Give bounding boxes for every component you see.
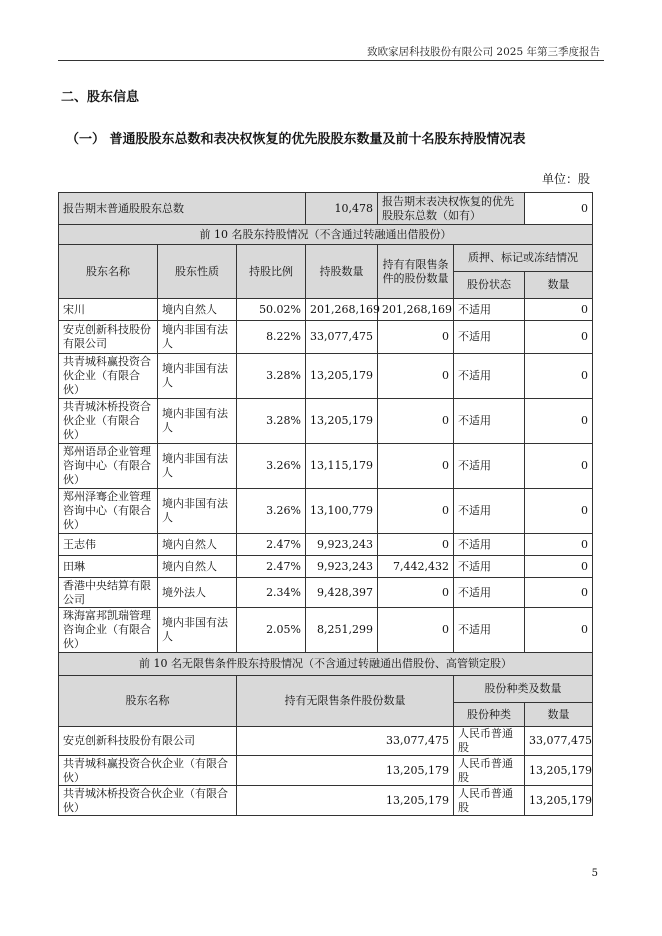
pledge-quantity: 0 bbox=[525, 354, 593, 399]
header-pledge-status: 股份状态 bbox=[454, 272, 525, 299]
pledge-status: 不适用 bbox=[454, 489, 525, 534]
table-row bbox=[59, 444, 593, 489]
shareholder-name: 郑州泽骞企业管理咨询中心（有限合伙） bbox=[59, 489, 158, 534]
restricted-quantity: 201,268,169 bbox=[378, 299, 454, 321]
shareholder-table bbox=[58, 192, 593, 816]
shareholding-ratio: 3.26% bbox=[237, 444, 306, 489]
shareholder-name: 郑州语昂企业管理咨询中心（有限合伙） bbox=[59, 444, 158, 489]
shareholding-quantity: 13,205,179 bbox=[306, 354, 378, 399]
shareholding-ratio: 2.05% bbox=[237, 608, 306, 653]
unit-label: 单位：股 bbox=[541, 172, 590, 186]
shareholder-nature: 境内自然人 bbox=[158, 534, 237, 556]
unrestricted-quantity: 13,205,179 bbox=[237, 756, 454, 786]
shareholder-nature: 境内自然人 bbox=[158, 556, 237, 578]
shareholding-ratio: 8.22% bbox=[237, 321, 306, 354]
shareholder-name: 珠海富邦凯瑞管理咨询企业（有限合伙） bbox=[59, 608, 158, 653]
shareholder-name: 安克创新科技股份有限公司 bbox=[59, 321, 158, 354]
page-number: 5 bbox=[591, 868, 598, 879]
table-row bbox=[59, 608, 593, 653]
top10-caption-row bbox=[59, 225, 593, 245]
header-pledge-group: 质押、标记或冻结情况 bbox=[454, 245, 593, 272]
pledge-status: 不适用 bbox=[454, 399, 525, 444]
restricted-quantity: 7,442,432 bbox=[378, 556, 454, 578]
summary-pref-value: 0 bbox=[525, 193, 593, 225]
unrestricted-name: 安克创新科技股份有限公司 bbox=[59, 727, 237, 756]
pledge-quantity: 0 bbox=[525, 299, 593, 321]
shareholding-quantity: 13,205,179 bbox=[306, 399, 378, 444]
shareholding-ratio: 3.28% bbox=[237, 399, 306, 444]
shareholding-ratio: 2.47% bbox=[237, 556, 306, 578]
unrestricted-header-type: 股份种类 bbox=[454, 703, 525, 727]
table-row bbox=[59, 321, 593, 354]
shareholder-nature: 境内非国有法人 bbox=[158, 608, 237, 653]
shareholder-nature: 境内非国有法人 bbox=[158, 444, 237, 489]
shareholder-nature: 境内非国有法人 bbox=[158, 399, 237, 444]
restricted-quantity: 0 bbox=[378, 578, 454, 608]
shareholder-nature: 境内非国有法人 bbox=[158, 354, 237, 399]
top10-header-row-1 bbox=[59, 245, 593, 272]
shareholder-nature: 境内自然人 bbox=[158, 299, 237, 321]
pledge-quantity: 0 bbox=[525, 608, 593, 653]
report-header: 致欧家居科技股份有限公司 2025 年第三季度报告 bbox=[367, 46, 600, 58]
unrestricted-header-name: 股东名称 bbox=[59, 676, 237, 727]
shareholding-quantity: 8,251,299 bbox=[306, 608, 378, 653]
pledge-status: 不适用 bbox=[454, 354, 525, 399]
restricted-quantity: 0 bbox=[378, 399, 454, 444]
unrestricted-quantity: 13,205,179 bbox=[237, 786, 454, 816]
unrestricted-name: 共青城科赢投资合伙企业（有限合伙） bbox=[59, 756, 237, 786]
table-row bbox=[59, 354, 593, 399]
pledge-status: 不适用 bbox=[454, 444, 525, 489]
shareholding-quantity: 9,923,243 bbox=[306, 556, 378, 578]
table-row bbox=[59, 489, 593, 534]
table-row bbox=[59, 399, 593, 444]
summary-common-value: 10,478 bbox=[306, 193, 378, 225]
restricted-quantity: 0 bbox=[378, 444, 454, 489]
shareholding-quantity: 13,100,779 bbox=[306, 489, 378, 534]
pledge-status: 不适用 bbox=[454, 321, 525, 354]
header-name: 股东名称 bbox=[59, 245, 158, 299]
pledge-quantity: 0 bbox=[525, 578, 593, 608]
unrestricted-name: 共青城沐桥投资合伙企业（有限合伙） bbox=[59, 786, 237, 816]
table-row bbox=[59, 299, 593, 321]
share-type-quantity: 33,077,475 bbox=[525, 727, 593, 756]
pledge-status: 不适用 bbox=[454, 608, 525, 653]
shareholder-name: 宋川 bbox=[59, 299, 158, 321]
shareholding-ratio: 2.47% bbox=[237, 534, 306, 556]
unrestricted-header-row-1 bbox=[59, 676, 593, 703]
unrestricted-quantity: 33,077,475 bbox=[237, 727, 454, 756]
table-row bbox=[59, 534, 593, 556]
share-type: 人民币普通股 bbox=[454, 727, 525, 756]
table-row bbox=[59, 556, 593, 578]
pledge-quantity: 0 bbox=[525, 534, 593, 556]
shareholder-nature: 境内非国有法人 bbox=[158, 489, 237, 534]
summary-common-label: 报告期末普通股股东总数 bbox=[59, 193, 306, 225]
section-title: 二、股东信息 bbox=[61, 90, 140, 105]
header-divider bbox=[58, 60, 604, 61]
pledge-quantity: 0 bbox=[525, 556, 593, 578]
shareholding-quantity: 9,923,243 bbox=[306, 534, 378, 556]
shareholder-name: 王志伟 bbox=[59, 534, 158, 556]
pledge-status: 不适用 bbox=[454, 578, 525, 608]
shareholder-name: 香港中央结算有限公司 bbox=[59, 578, 158, 608]
shareholder-name: 共青城科赢投资合伙企业（有限合伙） bbox=[59, 354, 158, 399]
pledge-quantity: 0 bbox=[525, 444, 593, 489]
table-row bbox=[59, 578, 593, 608]
header-quantity: 持股数量 bbox=[306, 245, 378, 299]
restricted-quantity: 0 bbox=[378, 489, 454, 534]
pledge-quantity: 0 bbox=[525, 489, 593, 534]
unrestricted-header-type-group: 股份种类及数量 bbox=[454, 676, 593, 703]
unrestricted-caption: 前 10 名无限售条件股东持股情况（不含通过转融通出借股份、高管锁定股） bbox=[59, 653, 593, 676]
pledge-status: 不适用 bbox=[454, 299, 525, 321]
shareholder-name: 共青城沐桥投资合伙企业（有限合伙） bbox=[59, 399, 158, 444]
restricted-quantity: 0 bbox=[378, 321, 454, 354]
pledge-status: 不适用 bbox=[454, 534, 525, 556]
header-pledge-quantity: 数量 bbox=[525, 272, 593, 299]
table-row bbox=[59, 756, 593, 786]
shareholding-ratio: 3.26% bbox=[237, 489, 306, 534]
restricted-quantity: 0 bbox=[378, 608, 454, 653]
unrestricted-header-type-quantity: 数量 bbox=[525, 703, 593, 727]
pledge-status: 不适用 bbox=[454, 556, 525, 578]
summary-pref-label: 报告期末表决权恢复的优先股股东总数（如有） bbox=[378, 193, 525, 225]
shareholding-quantity: 13,115,179 bbox=[306, 444, 378, 489]
share-type: 人民币普通股 bbox=[454, 786, 525, 816]
pledge-quantity: 0 bbox=[525, 399, 593, 444]
header-ratio: 持股比例 bbox=[237, 245, 306, 299]
shareholding-quantity: 9,428,397 bbox=[306, 578, 378, 608]
shareholder-name: 田琳 bbox=[59, 556, 158, 578]
restricted-quantity: 0 bbox=[378, 534, 454, 556]
top10-caption: 前 10 名股东持股情况（不含通过转融通出借股份） bbox=[59, 225, 593, 245]
share-type-quantity: 13,205,179 bbox=[525, 756, 593, 786]
table-row bbox=[59, 727, 593, 756]
header-restricted: 持有有限售条件的股份数量 bbox=[378, 245, 454, 299]
shareholder-nature: 境外法人 bbox=[158, 578, 237, 608]
pledge-quantity: 0 bbox=[525, 321, 593, 354]
shareholder-nature: 境内非国有法人 bbox=[158, 321, 237, 354]
header-nature: 股东性质 bbox=[158, 245, 237, 299]
shareholding-ratio: 50.02% bbox=[237, 299, 306, 321]
share-type: 人民币普通股 bbox=[454, 756, 525, 786]
shareholding-quantity: 201,268,169 bbox=[306, 299, 378, 321]
subsection-title: （一） 普通股股东总数和表决权恢复的优先股股东数量及前十名股东持股情况表 bbox=[66, 132, 526, 147]
shareholding-ratio: 3.28% bbox=[237, 354, 306, 399]
shareholding-ratio: 2.34% bbox=[237, 578, 306, 608]
summary-row bbox=[59, 193, 593, 225]
share-type-quantity: 13,205,179 bbox=[525, 786, 593, 816]
unrestricted-caption-row bbox=[59, 653, 593, 676]
unrestricted-header-quantity: 持有无限售条件股份数量 bbox=[237, 676, 454, 727]
restricted-quantity: 0 bbox=[378, 354, 454, 399]
table-row bbox=[59, 786, 593, 816]
shareholding-quantity: 33,077,475 bbox=[306, 321, 378, 354]
